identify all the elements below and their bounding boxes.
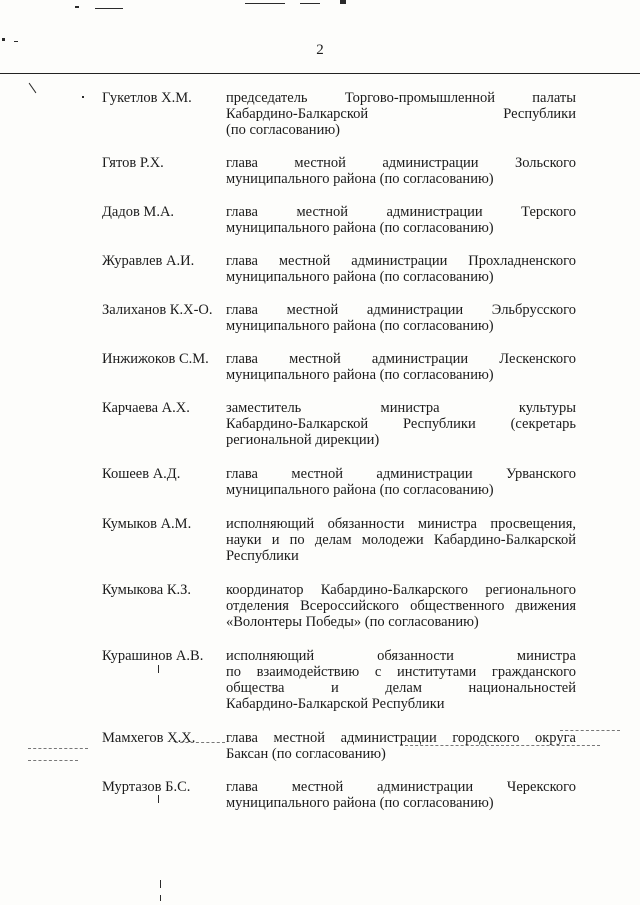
member-role — [226, 204, 576, 236]
member-role — [226, 730, 576, 762]
member-role — [226, 155, 576, 187]
member-name: Журавлев А.И. — [102, 253, 195, 269]
scan-artifact — [245, 3, 285, 4]
role-line: Республики — [226, 548, 299, 564]
scan-artifact — [160, 895, 161, 901]
scan-artifact — [28, 760, 78, 761]
scan-artifact — [340, 0, 346, 4]
role-line: по взаимодействию с институтами гражданского — [226, 664, 576, 680]
role-line: координатор Кабардино-Балкарского регионального — [226, 582, 576, 598]
role-line: муниципального района (по согласованию) — [226, 482, 494, 498]
scan-artifact — [300, 3, 320, 4]
role-line: муниципального района (по согласованию) — [226, 220, 494, 236]
role-line: председатель Торгово-промышленной палаты — [226, 90, 576, 106]
scan-artifact — [95, 8, 123, 9]
scan-artifact — [2, 38, 5, 41]
role-line: глава местной администрации Эльбрусского — [226, 302, 576, 318]
role-line: глава местной администрации Терского — [226, 204, 576, 220]
member-name: Курашинов А.В. — [102, 648, 204, 664]
member-name: Гятов Р.Х. — [102, 155, 164, 171]
role-line: муниципального района (по согласованию) — [226, 269, 494, 285]
role-line: исполняющий обязанности министра — [226, 648, 576, 664]
member-name: Кумыкова К.З. — [102, 582, 192, 598]
member-name: Кошеев А.Д. — [102, 466, 181, 482]
role-line: исполняющий обязанности министра просвещения, — [226, 516, 576, 532]
member-name: Кумыков А.М. — [102, 516, 192, 532]
role-line: заместитель министра культуры — [226, 400, 576, 416]
member-role — [226, 90, 576, 138]
role-line: (по согласованию) — [226, 122, 340, 138]
role-line: глава местной администрации Урванского — [226, 466, 576, 482]
member-name: Мамхегов Х.Х. — [102, 730, 196, 746]
member-role — [226, 466, 576, 498]
scan-artifact — [158, 795, 159, 803]
member-role — [226, 351, 576, 383]
role-line: глава местной администрации Прохладненского — [226, 253, 576, 269]
role-line: муниципального района (по согласованию) — [226, 795, 494, 811]
member-name: Гукетлов Х.М. — [102, 90, 192, 106]
role-line: Кабардино-Балкарской Республики — [226, 106, 576, 122]
scan-artifact — [28, 748, 88, 749]
role-line: Кабардино-Балкарской Республики (секретарь — [226, 416, 576, 432]
role-line: глава местной администрации Зольского — [226, 155, 576, 171]
role-line: глава местной администрации Черекского — [226, 779, 576, 795]
member-role — [226, 253, 576, 285]
scan-artifact — [75, 6, 79, 8]
role-line: общества и делам национальностей — [226, 680, 576, 696]
member-name: Инжижоков С.М. — [102, 351, 209, 367]
page-number: 2 — [316, 42, 324, 58]
role-line: муниципального района (по согласованию) — [226, 171, 494, 187]
scan-artifact — [160, 880, 161, 888]
header-rule — [0, 73, 640, 74]
scan-artifact — [158, 665, 159, 673]
role-line: глава местной администрации городского округа — [226, 730, 576, 746]
role-line: глава местной администрации Лескенского — [226, 351, 576, 367]
member-name: Карчаева А.Х. — [102, 400, 190, 416]
role-line: региональной дирекции) — [226, 432, 380, 448]
member-role — [226, 648, 576, 712]
role-line: Кабардино-Балкарской Республики — [226, 696, 445, 712]
role-line: муниципального района (по согласованию) — [226, 367, 494, 383]
role-line: науки и по делам молодежи Кабардино-Балкарской — [226, 532, 576, 548]
role-line: отделения Всероссийского общественного движения — [226, 598, 576, 614]
role-line: «Волонтеры Победы» (по согласованию) — [226, 614, 479, 630]
member-name: Залиханов К.Х-О. — [102, 302, 213, 318]
scan-artifact — [29, 83, 37, 93]
member-role — [226, 779, 576, 811]
role-line: муниципального района (по согласованию) — [226, 318, 494, 334]
member-role — [226, 516, 576, 564]
member-role — [226, 582, 576, 630]
member-name: Муртазов Б.С. — [102, 779, 191, 795]
role-line: Баксан (по согласованию) — [226, 746, 386, 762]
scan-artifact — [82, 96, 84, 98]
member-role — [226, 302, 576, 334]
member-role — [226, 400, 576, 448]
member-name: Дадов М.А. — [102, 204, 175, 220]
